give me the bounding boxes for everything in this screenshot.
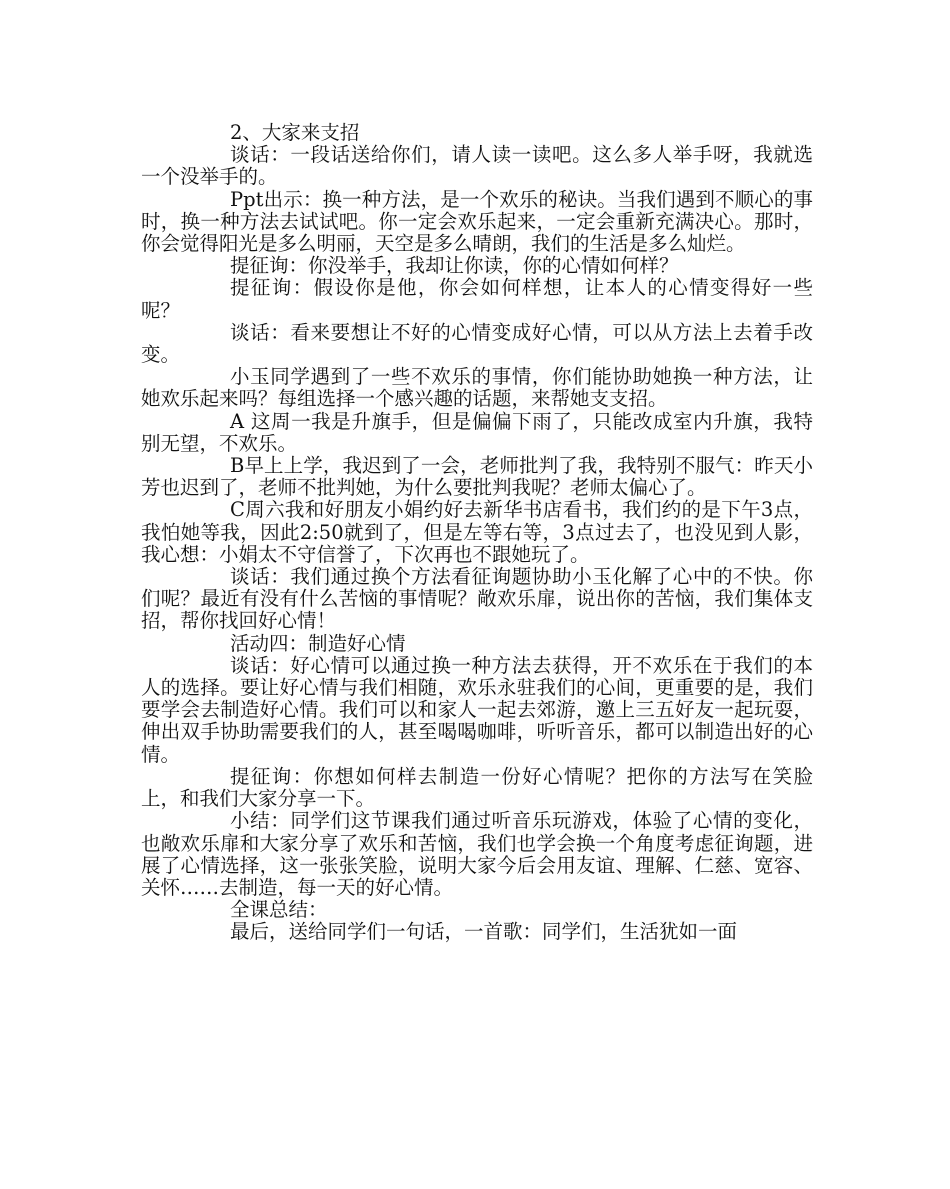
paragraph: 小结：同学们这节课我们通过听音乐玩游戏，体验了心情的变化，也敞欢乐扉和大家分享了欢乐和苦恼，我们也学会换一个角度考虑征询题，进展了心情选择，这一张张笑脸，说明大家今后会用友谊、理解、仁慈、宽容、关怀……去制造，每一天的好心情。	[141, 809, 813, 899]
section-heading: 活动四：制造好心情	[230, 631, 406, 655]
paragraph: Ppt出示：换一种方法，是一个欢乐的秘诀。当我们遇到不顺心的事时，换一种方法去试试吧。你一定会欢乐起来，一定会重新充满决心。那时，你会觉得阳光是多么明丽，天空是多么晴朗，我们的生活是多么灿烂。	[141, 187, 813, 256]
paragraph: 小玉同学遇到了一些不欢乐的事情，你们能协助她换一种方法，让她欢乐起来吗？每组选择一个感兴趣的话题，来帮她支支招。	[141, 365, 813, 411]
paragraph: 谈话：我们通过换个方法看征询题协助小玉化解了心中的不快。你们呢？最近有没有什么苦恼的事情呢？敞欢乐扉，说出你的苦恼，我们集体支招，帮你找回好心情！	[141, 565, 813, 633]
paragraph: 提征询：你想如何样去制造一份好心情呢？把你的方法写在笑脸上，和我们大家分享一下。	[141, 764, 813, 811]
paragraph: 提征询：你没举手，我却让你读，你的心情如何样？	[230, 254, 679, 278]
paragraph: 最后，送给同学们一句话，一首歌：同学们，生活犹如一面	[230, 920, 738, 944]
document-body	[141, 122, 813, 944]
paragraph: B早上上学，我迟到了一会，老师批判了我，我特别不服气：昨天小芳也迟到了，老师不批判她，为什么要批判我呢？老师太偏心了。	[141, 454, 813, 500]
paragraph: 谈话：一段话送给你们，请人读一读吧。这么多人举手呀，我就选一个没举手的。	[141, 143, 813, 189]
section-heading: 全课总结：	[230, 898, 328, 922]
paragraph: A 这周一我是升旗手，但是偏偏下雨了，只能改成室内升旗，我特别无望，不欢乐。	[141, 409, 813, 455]
paragraph: 谈话：看来要想让不好的心情变成好心情，可以从方法上去着手改变。	[141, 320, 813, 367]
paragraph: 提征询：假设你是他，你会如何样想，让本人的心情变得好一些呢？	[141, 276, 813, 322]
paragraph: C周六我和好朋友小娟约好去新华书店看书，我们约的是下午3点，我怕她等我，因此2:50就到了，但是左等右等，3点过去了，也没见到人影，我心想：小娟太不守信誉了，下次再也不跟她玩了。	[141, 498, 813, 566]
section-heading: 2、大家来支招	[230, 121, 360, 144]
paragraph: 谈话：好心情可以通过换一种方法去获得，开不欢乐在于我们的本人的选择。要让好心情与我们相随，欢乐永驻我们的心间，更重要的是，我们要学会去制造好心情。我们可以和家人一起去郊游，邀上三五好友一起玩耍，伸出双手协助需要我们的人，甚至喝喝咖啡，听听音乐，都可以制造出好的心情。	[141, 653, 813, 766]
